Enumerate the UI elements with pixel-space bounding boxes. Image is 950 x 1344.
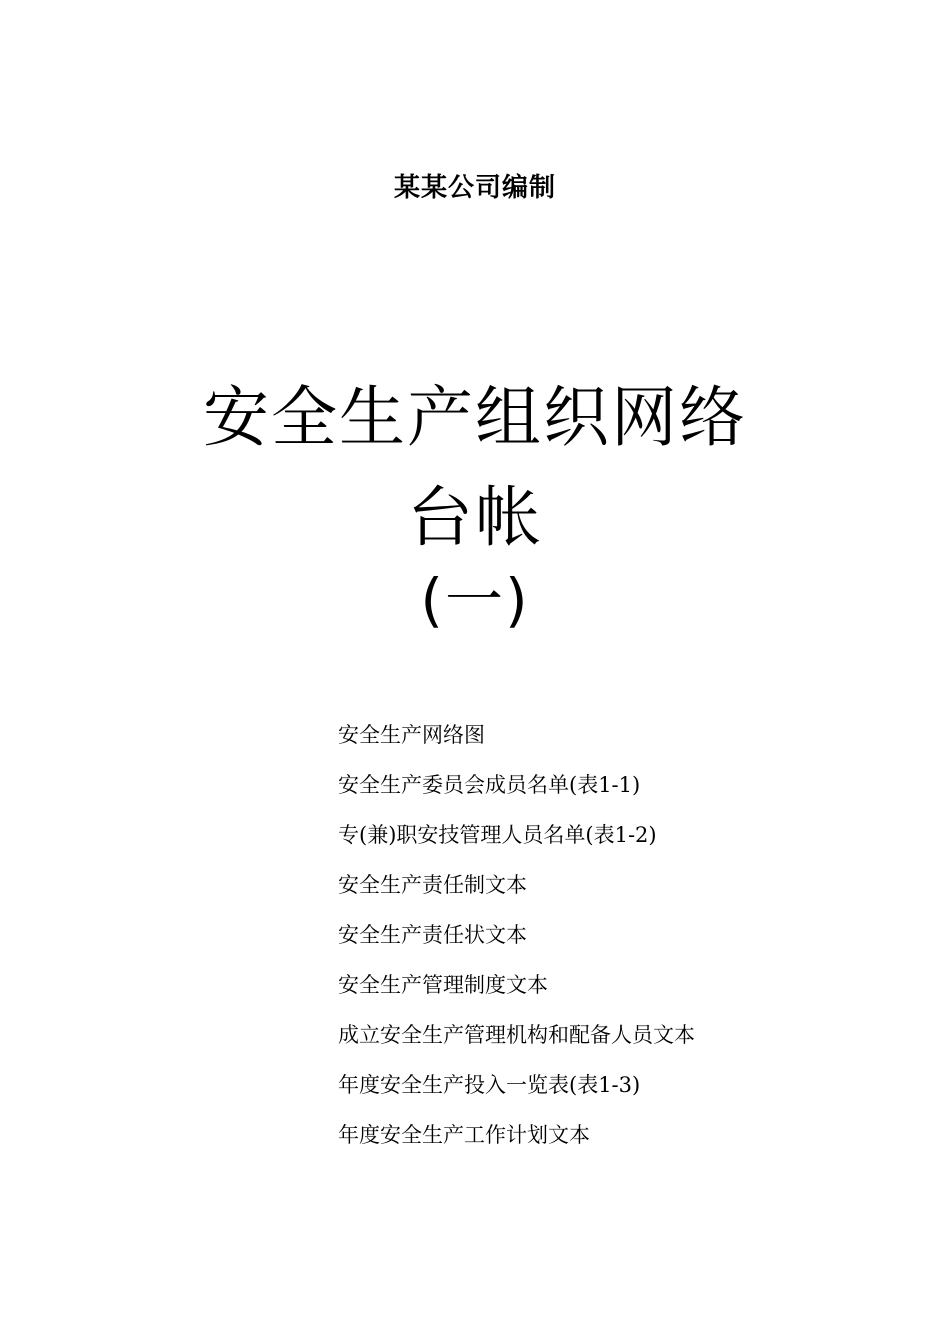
document-title-line-2: 台帐 xyxy=(407,479,543,556)
contents-item: 年度安全生产工作计划文本 xyxy=(338,1123,590,1147)
volume-label: (一) xyxy=(420,566,530,634)
document-title-line-1: 安全生产组织网络 xyxy=(203,379,747,456)
contents-item: 安全生产责任制文本 xyxy=(338,873,527,897)
contents-item: 安全生产责任状文本 xyxy=(338,923,527,947)
contents-item: 安全生产网络图 xyxy=(338,723,485,747)
contents-list xyxy=(338,718,695,1168)
contents-item: 安全生产管理制度文本 xyxy=(338,973,548,997)
contents-item: 年度安全生产投入一览表(表1-3) xyxy=(338,1073,641,1097)
contents-item: 专(兼)职安技管理人员名单(表1-2) xyxy=(338,823,657,847)
organization-label: 某某公司编制 xyxy=(393,173,556,203)
contents-item: 成立安全生产管理机构和配备人员文本 xyxy=(338,1023,695,1047)
contents-item: 安全生产委员会成员名单(表1-1) xyxy=(338,773,641,797)
